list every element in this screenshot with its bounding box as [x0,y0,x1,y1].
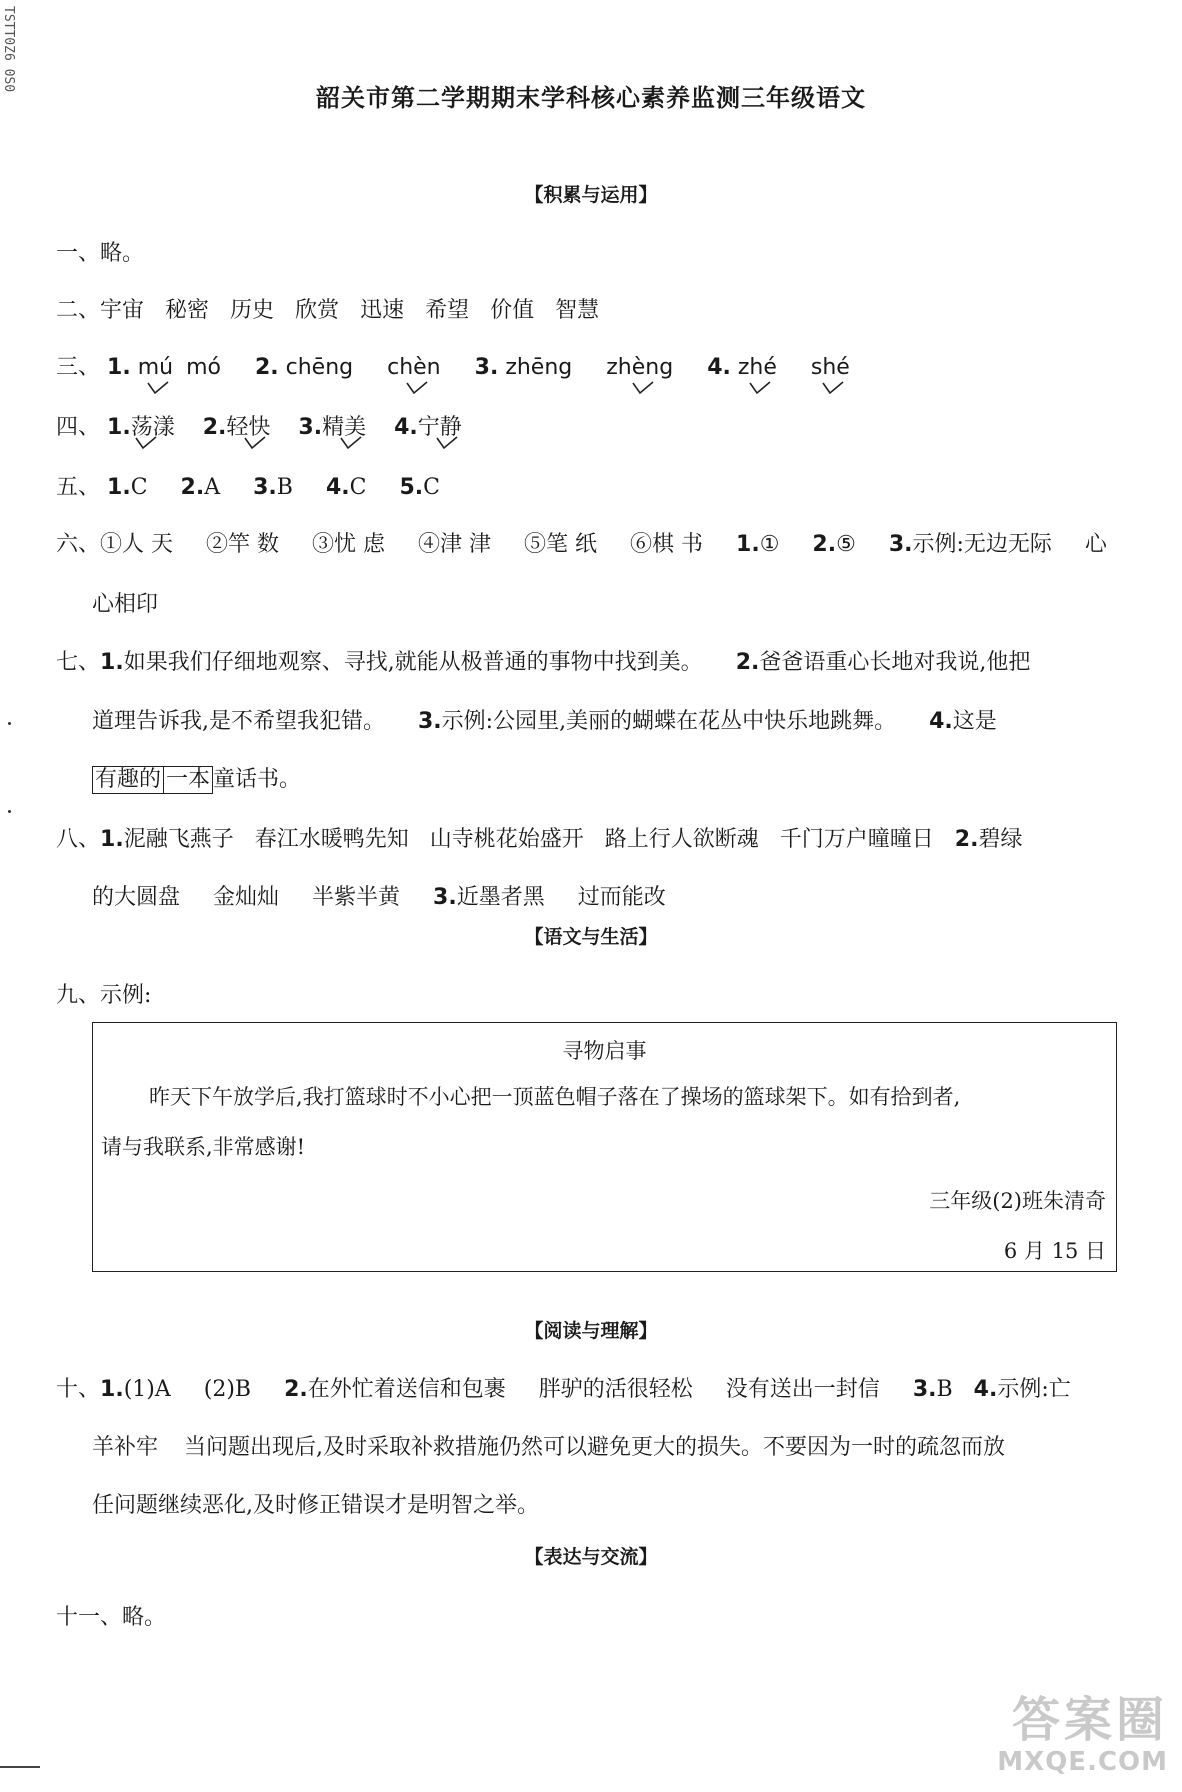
pinyin-option: chēng [285,355,354,380]
word-with-check: 轻快 [226,410,270,441]
pinyin-option: mú [138,355,173,380]
word-with-check: 宁静 [418,410,462,441]
section-heading-life: 【语文与生活】 [524,926,658,948]
pinyin-option: mó [186,355,221,380]
answer-q9: 九、示例: [56,983,152,1008]
notice-body: 请与我联系,非常感谢! [101,1135,306,1159]
answer-q8: 八、1.泥融飞燕子 春江水暖鸭先知 山寺桃花始盛开 路上行人欲断魂 千门万户曈曈日 2.碧绿 [56,827,1023,852]
answer-q7-line2: 道理告诉我,是不希望我犯错。 3.示例:公园里,美丽的蝴蝶在花丛中快乐地跳舞。 4.这是 [92,709,997,734]
answer-q4: 四、 1.荡漾 2.轻快 3.精美 4.宁静 [56,410,1142,441]
page-title: 韶关市第二学期期末学科核心素养监测三年级语文 [316,84,866,112]
notice-body: 昨天下午放学后,我打篮球时不小心把一顶蓝色帽子落在了操场的篮球架下。如有拾到者, [149,1085,961,1109]
answer-q8-line2: 的大圆盘 金灿灿 半紫半黄 3.近墨者黑 过而能改 [92,885,666,910]
answer-q3: 三、 1. mú mó 2. chēng chèn 3. zhēng zhèng 4. zhé shé [56,350,1142,381]
check-mark-icon [135,436,157,450]
pinyin-option: zhèng [606,355,673,380]
check-mark-icon [436,436,458,450]
check-mark-icon [632,381,654,395]
answer-q10-line3: 任问题继续恶化,及时修正错误才是明智之举。 [92,1493,539,1518]
watermark-logo: 答案圈 MXQE.COM [997,1692,1168,1777]
section-heading-accumulation: 【积累与运用】 [524,184,658,206]
notice-date: 6 月 15 日 [1003,1239,1106,1263]
pinyin-option: chèn [387,355,441,380]
answer-q5: 五、 1.C 2.A 3.B 4.C 5.C [56,475,440,500]
answer-q10: 十、1.(1)A (2)B 2.在外忙着送信和包裹 胖驴的活很轻松 没有送出一封信 3.B 4.示例:亡 [56,1377,1071,1402]
side-code: TSTT0Z6 0S0 [1,6,16,93]
answer-q7-line3: 有趣的 一本 童话书。 [92,762,1142,794]
answer-q7: 七、1.如果我们仔细地观察、寻找,就能从极普通的事物中找到美。 2.爸爸语重心长地对我说,他把 [56,650,1031,675]
check-mark-icon [749,381,771,395]
pinyin-option: zhé [738,355,777,380]
check-mark-icon [406,381,428,395]
answer-q11: 十一、略。 [56,1605,167,1630]
page-mark [0,1766,40,1768]
scan-dot [8,810,11,813]
word-with-check: 精美 [322,410,366,441]
answer-q10-line2: 羊补牢 当问题出现后,及时采取补救措施仍然可以避免更大的损失。不要因为一时的疏忽而放 [92,1435,1006,1460]
answer-q6-cont: 心相印 [92,592,159,617]
lost-item-notice-box [92,1022,1117,1272]
notice-signature: 三年级(2)班朱清奇 [929,1189,1106,1213]
answer-q2: 二、宇宙 秘密 历史 欣赏 迅速 希望 价值 智慧 [56,298,600,323]
answer-q6: 六、①人 天 ②竿 数 ③忧 虑 ④津 津 ⑤笔 纸 ⑥棋 书 1.① 2.⑤ 3.示例:无边无际 心 [56,532,1107,557]
pinyin-option: zhēng [505,355,573,380]
boxed-phrase: 一本 [164,766,213,794]
notice-title: 寻物启事 [562,1039,647,1063]
pinyin-option: shé [811,355,850,380]
section-heading-reading: 【阅读与理解】 [524,1320,658,1342]
scan-dot [8,722,11,725]
answer-q1: 一、略。 [56,241,145,266]
check-mark-icon [147,381,169,395]
boxed-phrase: 有趣的 [92,766,164,794]
check-mark-icon [244,436,266,450]
word-with-check: 荡漾 [131,410,175,441]
section-heading-expression: 【表达与交流】 [524,1546,658,1568]
check-mark-icon [822,381,844,395]
check-mark-icon [340,436,362,450]
